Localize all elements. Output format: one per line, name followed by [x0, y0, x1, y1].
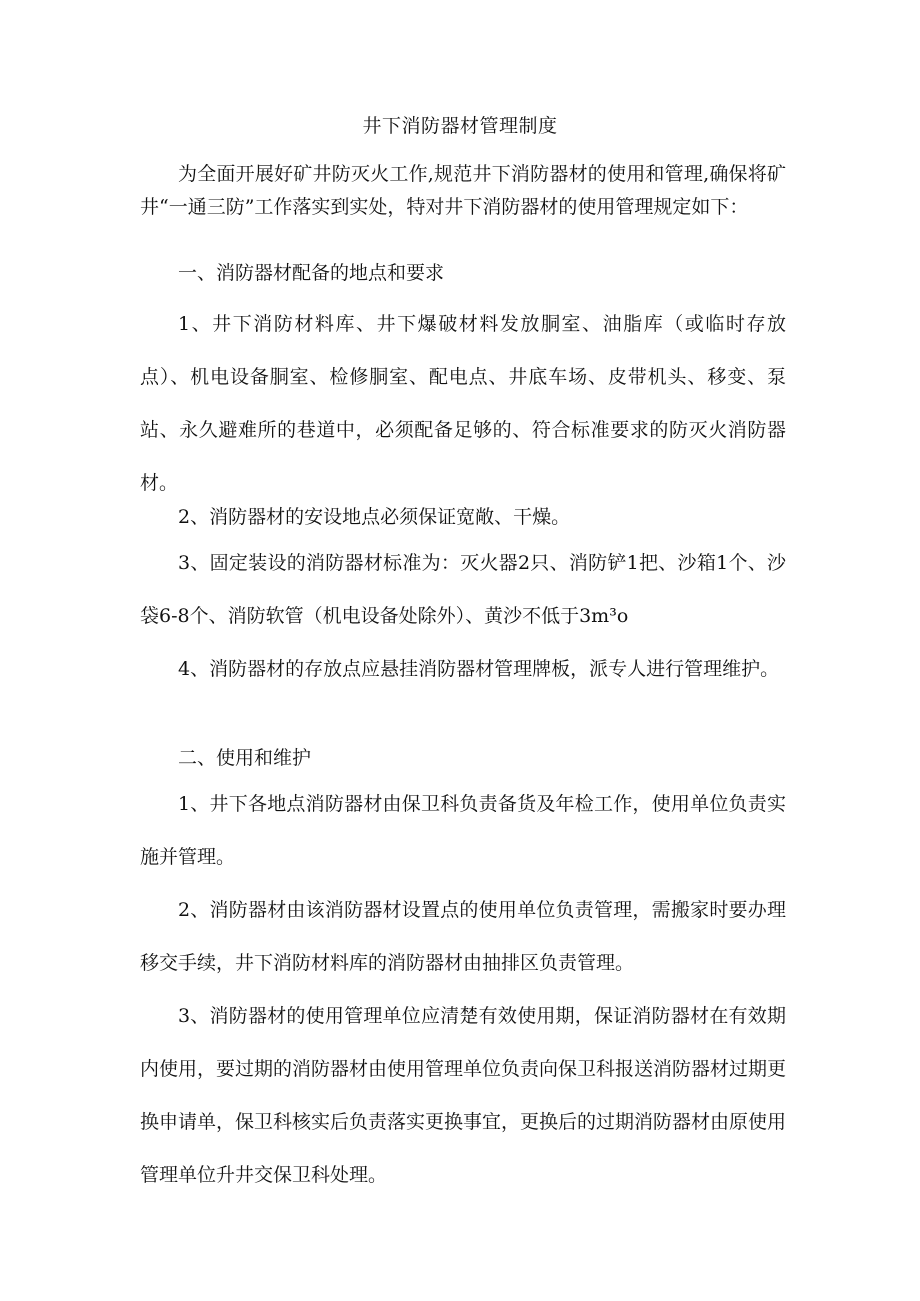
- section2-item3: 3、消防器材的使用管理单位应清楚有效使用期，保证消防器材在有效期内使用，要过期的消防器材由使用管理单位负责向保卫科报送消防器材过期更换申请单，保卫科核实后负责落实更换事宜，更换后的过期消防器材由原使用管理单位升井交保卫科处理。: [140, 1005, 787, 1186]
- section1-heading: 一、消防器材配备的地点和要求: [178, 262, 445, 284]
- document-title: 井下消防器材管理制度: [362, 115, 558, 137]
- section2-item2: 2、消防器材由该消防器材设置点的使用单位负责管理，需搬家时要办理移交手续，井下消防材料库的消防器材由抽排区负责管理。: [140, 899, 786, 974]
- section1-item2: 2、消防器材的安设地点必须保证宽敞、干燥。: [178, 506, 571, 528]
- section1-item1: 1、井下消防材料库、井下爆破材料发放胴室、油脂库（或临时存放点）、机电设备胴室、检修胴室、配电点、井底车场、皮带机头、移变、泵站、永久避难所的巷道中，必须配备足够的、符合标准要求的防灭火消防器材。: [140, 313, 786, 494]
- section2-item1: 1、井下各地点消防器材由保卫科负责备货及年检工作，使用单位负责实施并管理。: [140, 793, 786, 868]
- section1-item4: 4、消防器材的存放点应悬挂消防器材管理牌板，派专人进行管理维护。: [178, 658, 780, 680]
- section1-item3: 3、固定装设的消防器材标准为：灭火器2只、消防铲1把、沙箱1个、沙袋6-8个、消防软管（机电设备处除外）、黄沙不低于3m³o: [140, 552, 786, 627]
- intro-paragraph: 为全面开展好矿井防灭火工作,规范井下消防器材的使用和管理,确保将矿井“一通三防”工作落实到实处，特对井下消防器材的使用管理规定如下：: [140, 163, 786, 218]
- section2-heading: 二、使用和维护: [178, 747, 312, 769]
